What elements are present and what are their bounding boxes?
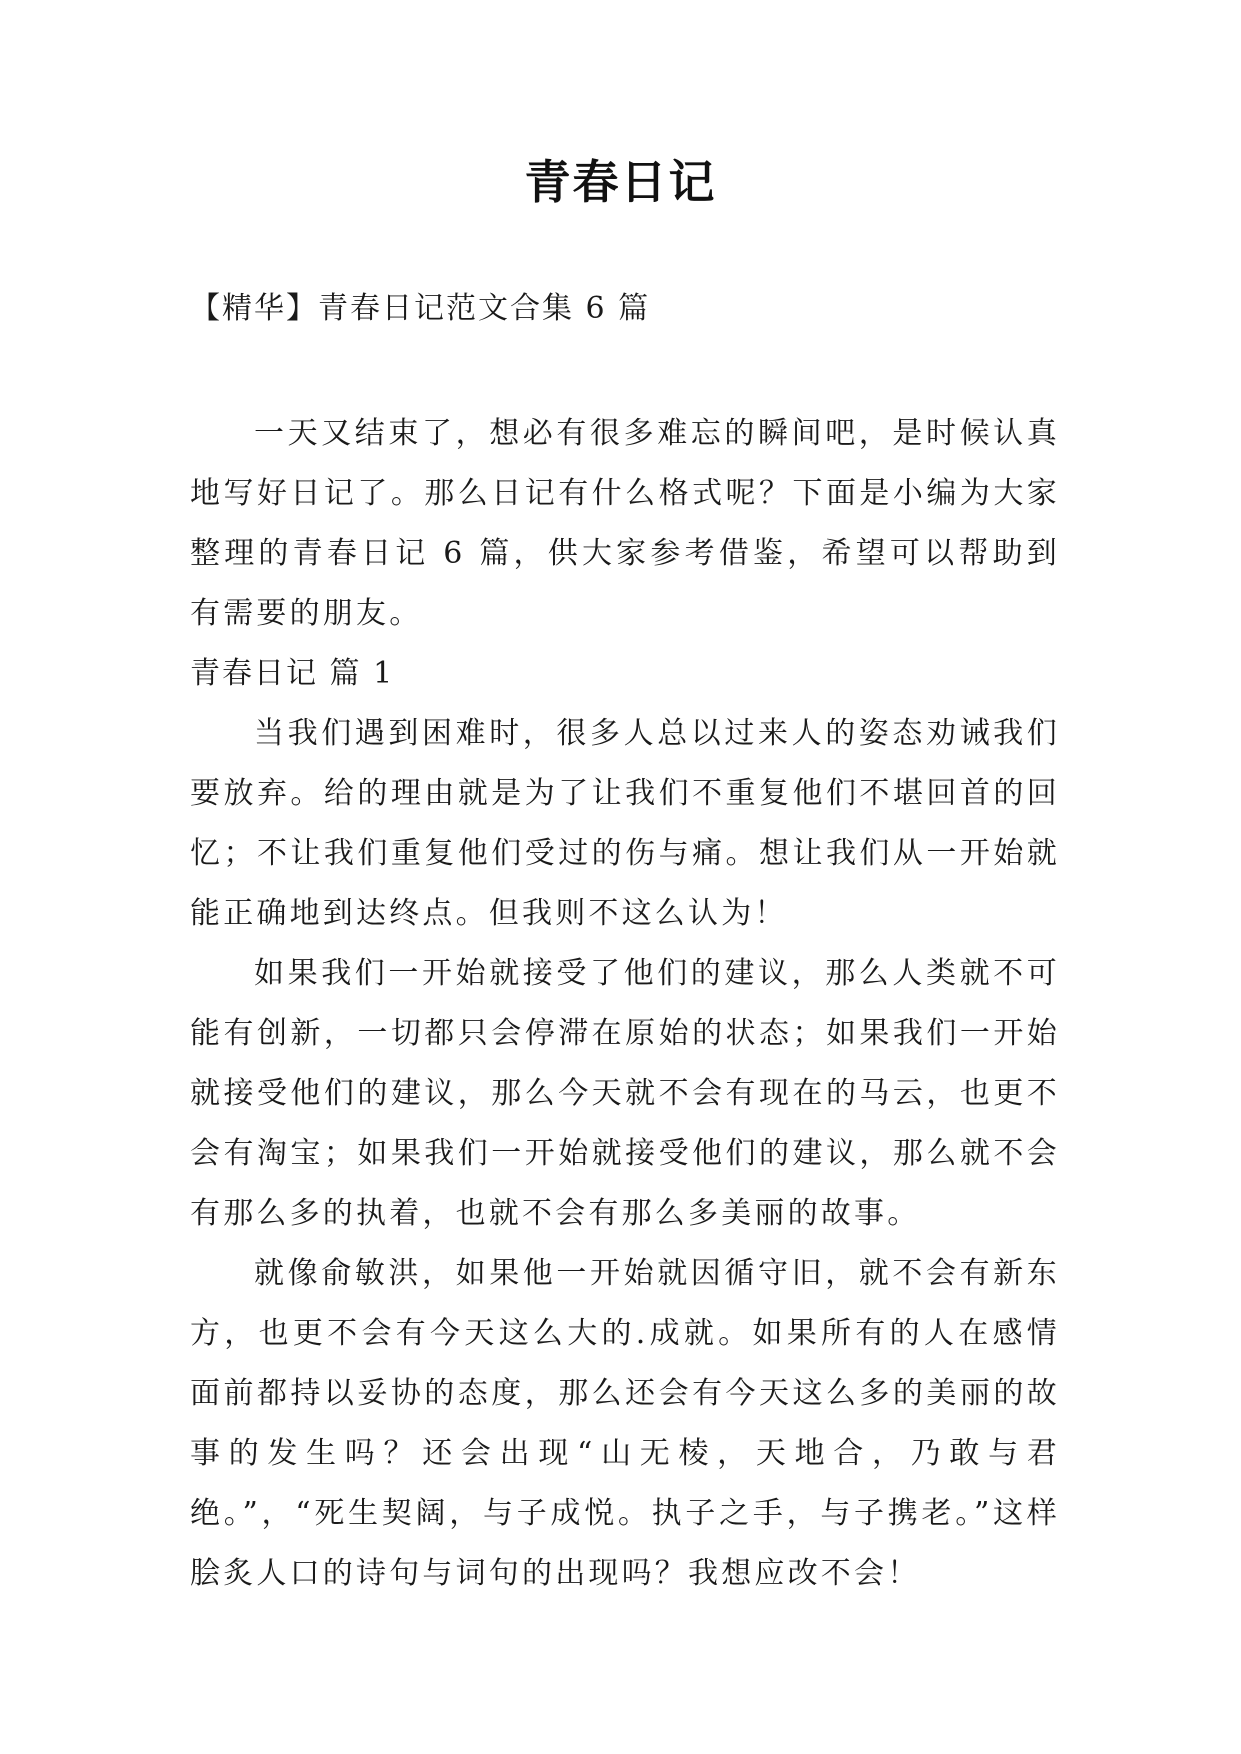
body-paragraph-2: 如果我们一开始就接受了他们的建议，那么人类就不可能有创新，一切都只会停滞在原始的状态；如果我们一开始就接受他们的建议，那么今天就不会有现在的马云，也更不会有淘宝；如果我们一开始就接受他们的建议，那么就不会有那么多的执着，也就不会有那么多美丽的故事。	[190, 956, 1060, 1231]
document-subtitle: 【精华】青春日记范文合集 6 篇	[190, 291, 651, 326]
body-paragraph-3: 就像俞敏洪，如果他一开始就因循守旧，就不会有新东方，也更不会有今天这么大的.成就。如果所有的人在感情面前都持以妥协的态度，那么还会有今天这么多的美丽的故事的发生吗？还会出现“山无棱，天地合，乃敢与君绝。”，“死生契阔，与子成悦。执子之手，与子携老。”这样脍炙人口的诗句与词句的出现吗？我想应改不会！	[190, 1256, 1060, 1591]
document-body	[190, 404, 1060, 1604]
section-heading: 青春日记 篇 1	[190, 656, 395, 691]
document-title: 青春日记	[524, 155, 717, 209]
body-paragraph-1: 当我们遇到困难时，很多人总以过来人的姿态劝诫我们要放弃。给的理由就是为了让我们不重复他们不堪回首的回忆；不让我们重复他们受过的伤与痛。想让我们从一开始就能正确地到达终点。但我则不这么认为！	[190, 716, 1060, 931]
intro-paragraph: 一天又结束了，想必有很多难忘的瞬间吧，是时候认真地写好日记了。那么日记有什么格式呢？下面是小编为大家整理的青春日记 6 篇，供大家参考借鉴，希望可以帮助到有需要的朋友。	[190, 416, 1060, 631]
